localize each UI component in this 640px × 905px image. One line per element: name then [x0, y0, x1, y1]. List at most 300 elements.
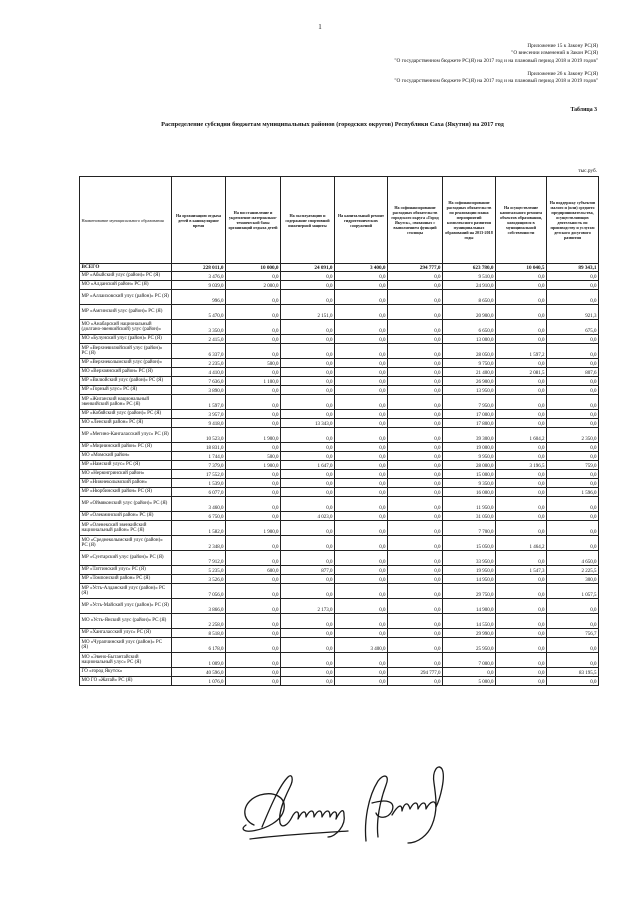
municipality-name-cell: МР «Нижнеколымский район» [80, 479, 172, 488]
table-number: Таблица 3 [570, 107, 597, 113]
amount-cell: 1 604,2 [496, 428, 547, 443]
table-row [80, 290, 599, 305]
municipality-name-cell: МО «Среднеколымский улус (район)» РС (Я) [80, 536, 172, 551]
amount-cell: 0,0 [226, 497, 281, 512]
amount-cell: 7 912,0 [172, 551, 226, 566]
amount-cell: 17 552,0 [172, 470, 226, 479]
amount-cell: 0,0 [281, 290, 335, 305]
amount-cell: 0,0 [443, 668, 496, 677]
amount-cell: 0,0 [496, 281, 547, 290]
table-row [80, 368, 599, 377]
amount-cell: 1 900,0 [226, 461, 281, 470]
amount-cell: 3 400,0 [335, 264, 388, 272]
table-row [80, 428, 599, 443]
table-row [80, 584, 599, 599]
municipality-name-cell: МР «Верхнеколымский улус (район)» [80, 359, 172, 368]
amount-cell: 0,0 [496, 497, 547, 512]
amount-cell: 0,0 [226, 614, 281, 629]
amount-cell: 1 597,0 [172, 395, 226, 410]
amount-cell: 1 647,0 [281, 461, 335, 470]
amount-cell: 0,0 [388, 305, 443, 320]
amount-cell: 0,0 [281, 497, 335, 512]
amount-cell: 0,0 [335, 281, 388, 290]
municipality-name-cell: МО «Чурапчинский улус (район)» РС (Я) [80, 638, 172, 653]
table-row [80, 638, 599, 653]
amount-cell: 0,0 [388, 290, 443, 305]
municipality-name-cell: МР «Усть-Майский улус (район)» РС (Я) [80, 599, 172, 614]
amount-cell: 0,0 [281, 428, 335, 443]
amount-cell: 0,0 [496, 410, 547, 419]
amount-cell: 18 831,0 [172, 443, 226, 452]
amount-cell: 0,0 [388, 629, 443, 638]
amount-cell: 15 000,0 [443, 470, 496, 479]
amount-cell: 228 011,0 [172, 264, 226, 272]
amount-cell: 0,0 [496, 443, 547, 452]
amount-cell: 0,0 [335, 584, 388, 599]
column-header: На софинансирование расходных обязательств городского округа «Город Якутск», связанных с выполнением функций столицы [388, 177, 443, 264]
amount-cell: 3 460,0 [172, 497, 226, 512]
amount-cell: 0,0 [226, 419, 281, 428]
municipality-name-cell: МО «Эвено-Бытантайский национальный улус» РС (Я) [80, 653, 172, 668]
amount-cell: 14 950,0 [443, 575, 496, 584]
amount-cell: 921,3 [547, 305, 599, 320]
table-row [80, 452, 599, 461]
amount-cell: 0,0 [388, 377, 443, 386]
amount-cell: 0,0 [388, 521, 443, 536]
municipality-name-cell: МО «Булунский улус (район)» РС (Я) [80, 335, 172, 344]
amount-cell: 0,0 [388, 536, 443, 551]
column-header: На организацию отдыха детей в каникулярное время [172, 177, 226, 264]
amount-cell: 19 000,0 [443, 443, 496, 452]
table-row [80, 629, 599, 638]
amount-cell: 0,0 [547, 395, 599, 410]
amount-cell: 0,0 [226, 653, 281, 668]
amount-cell: 26 900,0 [443, 377, 496, 386]
municipality-name-cell: МР «Аллаиховский улус (район)» РС (Я) [80, 290, 172, 305]
amount-cell: 10 000,0 [226, 264, 281, 272]
amount-cell: 13 950,0 [443, 386, 496, 395]
amount-cell: 0,0 [496, 653, 547, 668]
amount-cell: 0,0 [496, 599, 547, 614]
amount-cell: 0,0 [226, 272, 281, 281]
table-row [80, 677, 599, 686]
amount-cell: 2 151,0 [281, 305, 335, 320]
amount-cell: 5 470,0 [172, 305, 226, 320]
amount-cell: 0,0 [281, 614, 335, 629]
amount-cell: 7 636,0 [172, 377, 226, 386]
table-row [80, 335, 599, 344]
amount-cell: 0,0 [388, 638, 443, 653]
amount-cell: 0,0 [335, 668, 388, 677]
amount-cell: 9 950,0 [443, 452, 496, 461]
amount-cell: 1 597,2 [496, 344, 547, 359]
amount-cell: 24 910,0 [443, 281, 496, 290]
amount-cell: 0,0 [226, 410, 281, 419]
municipality-name-cell: МР «Жиганский национальный эвенкийский район» РС (Я) [80, 395, 172, 410]
amount-cell: 0,0 [547, 272, 599, 281]
amount-cell: 0,0 [388, 488, 443, 497]
amount-cell: 0,0 [281, 452, 335, 461]
table-row [80, 377, 599, 386]
amount-cell: 2 258,0 [172, 614, 226, 629]
column-header: Наименование муниципального образования [80, 177, 172, 264]
amount-cell: 11 950,0 [443, 497, 496, 512]
amount-cell: 294 777,0 [388, 264, 443, 272]
amount-cell: 0,0 [335, 629, 388, 638]
municipality-name-cell: МО «Верхоянский район» РС (Я) [80, 368, 172, 377]
column-header: На эксплуатацию и содержание спортивной инженерной защиты [281, 177, 335, 264]
amount-cell: 0,0 [388, 368, 443, 377]
amount-cell: 8 518,0 [172, 629, 226, 638]
amount-cell: 10 040,5 [496, 264, 547, 272]
table-row [80, 599, 599, 614]
amount-cell: 0,0 [226, 512, 281, 521]
municipality-name-cell: МР «Горный улус» РС (Я) [80, 386, 172, 395]
amount-cell: 0,0 [281, 335, 335, 344]
appendix-note-1 [394, 43, 598, 65]
municipality-name-cell: ВСЕГО [80, 264, 172, 272]
signature-right [366, 767, 444, 843]
appendix-note-2 [394, 71, 598, 86]
amount-cell: 0,0 [547, 497, 599, 512]
amount-cell: 500,0 [226, 359, 281, 368]
amount-cell: 0,0 [388, 551, 443, 566]
amount-cell: 0,0 [335, 521, 388, 536]
amount-cell: 29 990,0 [443, 629, 496, 638]
handwritten-signatures [232, 755, 462, 865]
amount-cell: 28 050,0 [443, 344, 496, 359]
amount-cell: 7 000,0 [443, 653, 496, 668]
amount-cell: 3 476,0 [172, 272, 226, 281]
amount-cell: 16 000,0 [443, 488, 496, 497]
amount-cell: 0,0 [281, 377, 335, 386]
amount-cell: 0,0 [547, 452, 599, 461]
amount-cell: 0,0 [335, 443, 388, 452]
amount-cell: 0,0 [547, 599, 599, 614]
amount-cell: 0,0 [281, 386, 335, 395]
amount-cell: 0,0 [388, 479, 443, 488]
amount-cell: 0,0 [496, 452, 547, 461]
amount-cell: 0,0 [281, 629, 335, 638]
amount-cell: 0,0 [547, 419, 599, 428]
amount-cell: 7 700,0 [443, 521, 496, 536]
column-header: На поддержку субъектов малого и (или) среднего предпринимательства, осуществляющих деятельность по производству и услугам детского досугового развития [547, 177, 599, 264]
amount-cell: 10 523,0 [172, 428, 226, 443]
amount-cell: 0,0 [226, 629, 281, 638]
amount-cell: 0,0 [281, 668, 335, 677]
amount-cell: 0,0 [388, 575, 443, 584]
amount-cell: 0,0 [496, 584, 547, 599]
amount-cell: 0,0 [496, 479, 547, 488]
amount-cell: 2 081,5 [496, 368, 547, 377]
subsidy-table [79, 176, 599, 686]
amount-cell: 0,0 [281, 470, 335, 479]
amount-cell: 0,0 [335, 335, 388, 344]
amount-cell: 0,0 [547, 281, 599, 290]
amount-cell: 40 596,0 [172, 668, 226, 677]
amount-cell: 0,0 [281, 536, 335, 551]
amount-cell: 1 057,5 [547, 584, 599, 599]
amount-cell: 15 050,0 [443, 536, 496, 551]
amount-cell: 0,0 [496, 521, 547, 536]
amount-cell: 2 350,0 [547, 428, 599, 443]
amount-cell: 0,0 [281, 281, 335, 290]
amount-cell: 0,0 [335, 512, 388, 521]
total-row [80, 264, 599, 272]
amount-cell: 0,0 [496, 668, 547, 677]
table-row [80, 614, 599, 629]
amount-cell: 675,0 [547, 320, 599, 335]
municipality-name-cell: МР «Оймяконский улус (район)» РС (Я) [80, 497, 172, 512]
municipality-name-cell: МР «Мегино-Кангаласский улус» РС (Я) [80, 428, 172, 443]
amount-cell: 5 235,0 [172, 566, 226, 575]
amount-cell: 0,0 [335, 599, 388, 614]
amount-cell: 0,0 [335, 290, 388, 305]
table-row [80, 497, 599, 512]
amount-cell: 1 582,0 [172, 521, 226, 536]
amount-cell: 29 750,0 [443, 584, 496, 599]
amount-cell: 6 337,0 [172, 344, 226, 359]
amount-cell: 21 400,0 [443, 368, 496, 377]
amount-cell: 600,0 [226, 566, 281, 575]
table-row [80, 566, 599, 575]
amount-cell: 0,0 [335, 470, 388, 479]
amount-cell: 0,0 [388, 272, 443, 281]
municipality-name-cell: МО «Алданский район» РС (Я) [80, 281, 172, 290]
amount-cell: 1 009,0 [172, 653, 226, 668]
table-body [80, 264, 599, 686]
municipality-name-cell: МР «Кобяйский улус (район)» РС (Я) [80, 410, 172, 419]
amount-cell: 2 348,0 [172, 536, 226, 551]
municipality-name-cell: МР «Абыйский улус (район)» РС (Я) [80, 272, 172, 281]
amount-cell: 0,0 [335, 479, 388, 488]
amount-cell: 756,7 [547, 629, 599, 638]
amount-cell: 0,0 [281, 488, 335, 497]
amount-cell: 19 950,0 [443, 566, 496, 575]
amount-cell: 0,0 [335, 614, 388, 629]
amount-cell: 1 100,0 [226, 377, 281, 386]
municipality-name-cell: МР «Мирнинский район» РС (Я) [80, 443, 172, 452]
amount-cell: 89 343,1 [547, 264, 599, 272]
table-row [80, 521, 599, 536]
municipality-name-cell: МО «Анабарский национальный (долгано-эвенкийский) улус (район)» [80, 320, 172, 335]
amount-cell: 0,0 [226, 368, 281, 377]
amount-cell: 0,0 [388, 395, 443, 410]
municipality-name-cell: МР «Верхневилюйский улус (район)» РС (Я) [80, 344, 172, 359]
amount-cell: 31 050,0 [443, 512, 496, 521]
amount-cell: 0,0 [226, 638, 281, 653]
amount-cell: 0,0 [496, 575, 547, 584]
amount-cell: 0,0 [496, 377, 547, 386]
municipality-name-cell: МР «Намский улус» РС (Я) [80, 461, 172, 470]
amount-cell: 0,0 [226, 668, 281, 677]
amount-cell: 0,0 [281, 443, 335, 452]
table-row [80, 575, 599, 584]
amount-cell: 0,0 [281, 584, 335, 599]
amount-cell: 0,0 [496, 677, 547, 686]
amount-cell: 0,0 [335, 452, 388, 461]
amount-cell: 9 350,0 [443, 479, 496, 488]
amount-cell: 33 950,0 [443, 551, 496, 566]
amount-cell: 0,0 [388, 512, 443, 521]
appendix-1-line-1: Приложение 15 к Закону РС(Я) [527, 43, 598, 49]
amount-cell: 3 957,0 [172, 410, 226, 419]
amount-cell: 0,0 [335, 344, 388, 359]
amount-cell: 0,0 [547, 536, 599, 551]
table-row [80, 395, 599, 410]
table-row [80, 281, 599, 290]
amount-cell: 2 415,0 [172, 335, 226, 344]
amount-cell: 0,0 [388, 614, 443, 629]
amount-cell: 0,0 [281, 653, 335, 668]
amount-cell: 0,0 [226, 470, 281, 479]
appendix-2-line-2: "О государственном бюджете РС(Я) на 2017 год и на плановый период 2018 и 2019 годов" [394, 78, 598, 85]
amount-cell: 0,0 [226, 551, 281, 566]
amount-cell: 0,0 [335, 488, 388, 497]
amount-cell: 0,0 [547, 653, 599, 668]
amount-cell: 39 300,0 [443, 428, 496, 443]
table-row [80, 386, 599, 395]
amount-cell: 0,0 [388, 461, 443, 470]
amount-cell: 0,0 [226, 320, 281, 335]
table-row [80, 461, 599, 470]
amount-cell: 300,0 [547, 575, 599, 584]
amount-cell: 0,0 [547, 344, 599, 359]
amount-cell: 7 379,0 [172, 461, 226, 470]
amount-cell: 0,0 [226, 575, 281, 584]
table-row [80, 512, 599, 521]
amount-cell: 2 000,0 [226, 281, 281, 290]
amount-cell: 0,0 [226, 599, 281, 614]
amount-cell: 0,0 [281, 479, 335, 488]
amount-cell: 3 196,5 [496, 461, 547, 470]
amount-cell: 0,0 [335, 575, 388, 584]
amount-cell: 0,0 [388, 677, 443, 686]
amount-cell: 2 235,0 [172, 359, 226, 368]
amount-cell: 1 539,0 [172, 479, 226, 488]
amount-cell: 0,0 [388, 428, 443, 443]
amount-cell: 0,0 [335, 395, 388, 410]
amount-cell: 0,0 [547, 443, 599, 452]
amount-cell: 0,0 [226, 386, 281, 395]
amount-cell: 1 464,2 [496, 536, 547, 551]
amount-cell: 0,0 [226, 584, 281, 599]
amount-cell: 877,0 [281, 566, 335, 575]
amount-cell: 0,0 [547, 470, 599, 479]
amount-cell: 0,0 [496, 638, 547, 653]
amount-cell: 0,0 [496, 335, 547, 344]
amount-cell: 0,0 [547, 677, 599, 686]
amount-cell: 294 777,0 [388, 668, 443, 677]
document-title: Распределение субсидии бюджетам муниципальных районов (городских округов) Республики Саха (Якутия) на 2017 год [161, 121, 504, 128]
amount-cell: 28 000,0 [443, 461, 496, 470]
amount-cell: 3 350,0 [172, 320, 226, 335]
amount-cell: 0,0 [226, 488, 281, 497]
amount-cell: 0,0 [226, 479, 281, 488]
municipality-name-cell: МР «Томпонский район» РС (Я) [80, 575, 172, 584]
amount-cell: 5 000,0 [443, 677, 496, 686]
table-row [80, 536, 599, 551]
amount-cell: 83 195,5 [547, 668, 599, 677]
table-row [80, 410, 599, 419]
amount-cell: 0,0 [226, 443, 281, 452]
amount-cell: 4 023,0 [281, 512, 335, 521]
table-row [80, 668, 599, 677]
amount-cell: 9 510,0 [443, 272, 496, 281]
table-row [80, 488, 599, 497]
amount-cell: 0,0 [496, 470, 547, 479]
amount-cell: 9 750,0 [443, 359, 496, 368]
appendix-1-line-3: "О государственном бюджете РС(Я) на 2017 год и на плановый период 2018 и 2019 годов" [394, 57, 598, 64]
amount-cell: 0,0 [335, 428, 388, 443]
amount-cell: 1 076,0 [172, 677, 226, 686]
column-header: На осуществление капитального ремонта объектов образования, находящихся в муниципальной собственности [496, 177, 547, 264]
amount-cell: 6 750,0 [172, 512, 226, 521]
amount-cell: 4 650,0 [547, 551, 599, 566]
amount-cell: 0,0 [388, 386, 443, 395]
amount-cell: 0,0 [547, 521, 599, 536]
amount-cell: 3 400,0 [335, 638, 388, 653]
amount-cell: 0,0 [226, 677, 281, 686]
amount-cell: 1 900,0 [226, 428, 281, 443]
amount-cell: 0,0 [547, 614, 599, 629]
table-row [80, 443, 599, 452]
amount-cell: 0,0 [281, 272, 335, 281]
amount-cell: 0,0 [547, 386, 599, 395]
amount-cell: 0,0 [335, 377, 388, 386]
amount-cell: 6 650,0 [443, 320, 496, 335]
table-row [80, 320, 599, 335]
column-header: На восстановление и укрепление материально-технической базы организаций отдыха детей [226, 177, 281, 264]
municipality-name-cell: МР «Вилюйский улус (район)» РС (Я) [80, 377, 172, 386]
municipality-name-cell: МР «Сунтарский улус (район)» РС (Я) [80, 551, 172, 566]
municipality-name-cell: МР «Хангаласский улус» РС (Я) [80, 629, 172, 638]
amount-cell: 0,0 [388, 443, 443, 452]
amount-cell: 0,0 [496, 386, 547, 395]
amount-cell: 0,0 [496, 320, 547, 335]
amount-cell: 0,0 [281, 368, 335, 377]
table-row [80, 344, 599, 359]
amount-cell: 0,0 [496, 614, 547, 629]
column-header: На капитальный ремонт гидротехнических сооружений [335, 177, 388, 264]
amount-cell: 13 343,0 [281, 419, 335, 428]
amount-cell: 0,0 [335, 386, 388, 395]
amount-cell: 0,0 [388, 344, 443, 359]
amount-cell: 0,0 [547, 335, 599, 344]
amount-cell: 1 547,3 [496, 566, 547, 575]
amount-cell: 0,0 [335, 410, 388, 419]
amount-cell: 0,0 [496, 395, 547, 410]
amount-cell: 0,0 [335, 359, 388, 368]
municipality-name-cell: МО «Ленский район» РС (Я) [80, 419, 172, 428]
amount-cell: 0,0 [388, 599, 443, 614]
amount-cell: 0,0 [547, 359, 599, 368]
municipality-name-cell: МО «Момский район» [80, 452, 172, 461]
amount-cell: 2 225,5 [547, 566, 599, 575]
table-row [80, 653, 599, 668]
amount-cell: 0,0 [496, 488, 547, 497]
amount-cell: 0,0 [496, 551, 547, 566]
amount-cell: 0,0 [496, 359, 547, 368]
municipality-name-cell: МР «Усть-Алданский улус (район)» РС (Я) [80, 584, 172, 599]
amount-cell: 0,0 [547, 377, 599, 386]
amount-cell: 2 173,0 [281, 599, 335, 614]
amount-cell: 0,0 [388, 452, 443, 461]
amount-cell: 0,0 [226, 290, 281, 305]
appendix-2-line-1: Приложение 26 к Закону РС(Я) [527, 71, 598, 77]
municipality-name-cell: ГО «город Якутск» [80, 668, 172, 677]
municipality-name-cell: МР «Олекминский район» РС (Я) [80, 512, 172, 521]
